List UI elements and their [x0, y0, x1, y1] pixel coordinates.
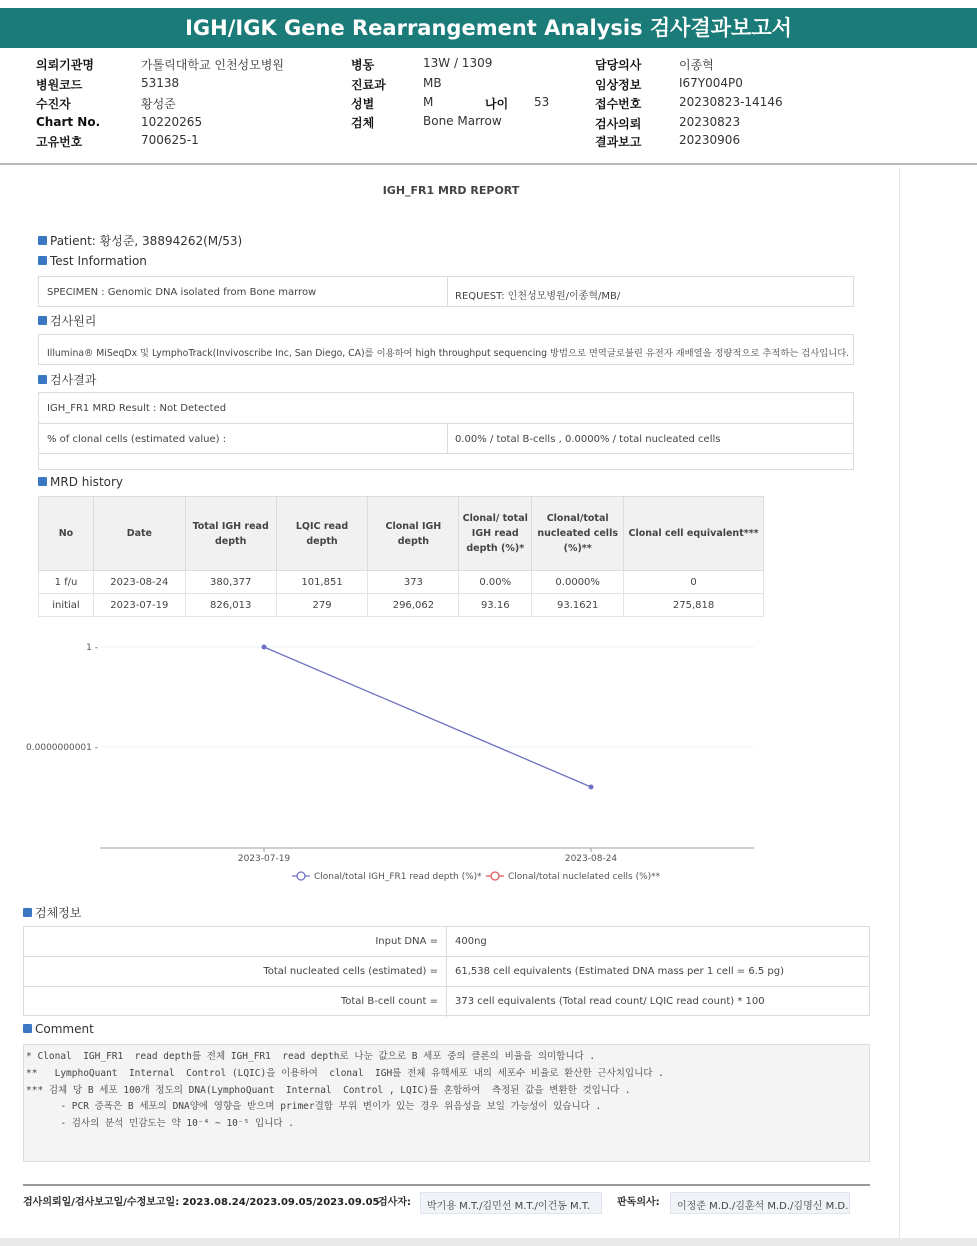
- report-title-bar: IGH/IGK Gene Rearrangement Analysis 검사결과보고서: [0, 8, 977, 48]
- table-header-row: [39, 497, 764, 571]
- specimen-info-heading: [23, 904, 81, 921]
- data-point: [262, 645, 267, 650]
- col-header: Total IGH read depth: [185, 497, 276, 571]
- footer-divider: [23, 1184, 870, 1186]
- principle-heading-text: 검사원리: [50, 314, 97, 328]
- label-accession-no: 접수번호: [595, 97, 642, 111]
- mrd-report-title: IGH_FR1 MRD REPORT: [382, 184, 520, 197]
- footer-reader-label: [617, 1193, 660, 1208]
- bullet-icon: [23, 1024, 32, 1033]
- cell-divider: [447, 423, 448, 453]
- comment-heading-text: Comment: [35, 1022, 94, 1036]
- label-clinical-info: 임상정보: [595, 78, 642, 92]
- dates-label: 검사의뢰일/검사보고일/수정보고일:: [23, 1197, 180, 1208]
- col-header: Clonal/ total IGH read depth (%)*: [459, 497, 532, 571]
- principle-heading: [38, 312, 96, 329]
- label-unique-id: 고유번호: [36, 135, 83, 149]
- table-cell: 826,013: [185, 594, 276, 617]
- info-row: [24, 987, 869, 1017]
- table-cell: 296,062: [368, 594, 459, 617]
- series-line: [264, 647, 591, 787]
- info-key: Input DNA =: [375, 936, 438, 947]
- footer-dates: [23, 1193, 380, 1208]
- col-header: LQIC read depth: [276, 497, 368, 571]
- result-heading-text: 검사결과: [50, 373, 97, 387]
- header-info: [0, 56, 977, 156]
- department: MB: [423, 76, 442, 90]
- label-department: 진료과: [351, 78, 386, 92]
- table-cell: 373: [368, 571, 459, 594]
- comment-line: - 검사의 분석 민감도는 약 10⁻⁴ ~ 10⁻⁵ 입니다 .: [26, 1118, 295, 1130]
- data-point: [589, 785, 594, 790]
- patient-line: [38, 232, 242, 249]
- y-tick-label: 0.0000000001 -: [26, 743, 98, 753]
- principle-box: [38, 334, 854, 365]
- comment-line: - PCR 증폭은 B 세포의 DNA양에 영향을 받으며 primer결합 부위 변이가 있는 경우 위음성을 보일 가능성이 있습니다 .: [26, 1101, 602, 1113]
- label-doctor: 담당의사: [595, 58, 642, 72]
- doctor: 이종혁: [679, 58, 714, 72]
- patient-text: Patient: 황성준, 38894262(M/53): [50, 234, 243, 248]
- cell-divider: [446, 927, 447, 956]
- bullet-icon: [38, 477, 47, 486]
- request-date: 20230823: [679, 115, 741, 129]
- tester-names: 박기용 M.T./김민선 M.T./이건동 M.T.: [420, 1192, 602, 1214]
- mrd-result: IGH_FR1 MRD Result : Not Detected: [47, 403, 227, 414]
- specimen-info-box: [23, 926, 870, 1016]
- label-age: 나이: [485, 97, 509, 111]
- col-header: Clonal IGH depth: [368, 497, 459, 571]
- label-requesting-institution: 의뢰기관명: [36, 58, 94, 72]
- bullet-icon: [38, 256, 47, 265]
- x-tick-label: 2023-07-19: [237, 854, 291, 864]
- table-cell: 380,377: [185, 571, 276, 594]
- table-row: [39, 571, 764, 594]
- comment-line: *** 검체 당 B 세포 100개 정도의 DNA(LymphoQuant Internal Control , LQIC)를 혼합하여 측정된 값을 변환한 것입니다 .: [26, 1084, 631, 1096]
- col-header: Clonal/total nucleated cells (%)**: [532, 497, 624, 571]
- bottom-strip: [0, 1238, 977, 1246]
- tester-label: 검사자:: [378, 1197, 411, 1208]
- legend-marker: [491, 872, 499, 880]
- patient-name: 황성준: [141, 97, 176, 111]
- col-header: No: [39, 497, 94, 571]
- legend-label: Clonal/total nuclelated cells (%)**: [508, 872, 661, 882]
- legend-label: Clonal/total IGH_FR1 read depth (%)*: [314, 872, 482, 882]
- comment-box: [23, 1044, 870, 1162]
- clonal-label: % of clonal cells (estimated value) :: [47, 434, 227, 445]
- mrd-history-heading: [38, 475, 123, 489]
- footer-tester-label: [378, 1193, 411, 1208]
- table-cell: 93.1621: [532, 594, 624, 617]
- report-date: 20230906: [679, 133, 741, 147]
- dates-value: 2023.08.24/2023.09.05/2023.09.05: [182, 1197, 380, 1208]
- request-text: REQUEST: 인천성모병원/이종혁/MB/: [455, 291, 621, 302]
- info-row: [24, 957, 869, 987]
- bullet-icon: [38, 316, 47, 325]
- label-report-date: 결과보고: [595, 135, 642, 149]
- specimen-info-heading-text: 검체정보: [35, 906, 82, 920]
- bullet-icon: [23, 908, 32, 917]
- bullet-icon: [38, 236, 47, 245]
- table-row: [39, 594, 764, 617]
- table-cell: 93.16: [459, 594, 532, 617]
- label-chart-no: Chart No.: [36, 115, 101, 129]
- chart-no: 10220265: [141, 115, 203, 129]
- bullet-icon: [38, 375, 47, 384]
- col-header: Date: [93, 497, 185, 571]
- sex: M: [423, 95, 434, 109]
- cell-divider: [446, 957, 447, 986]
- requesting-institution: 가톨릭대학교 인천성모병원: [141, 58, 284, 72]
- label-request-date: 검사의뢰: [595, 117, 642, 131]
- info-key: Total B-cell count =: [340, 996, 438, 1007]
- table-cell: 275,818: [624, 594, 764, 617]
- reader-label: 판독의사:: [617, 1197, 660, 1208]
- accession-no: 20230823-14146: [679, 95, 783, 109]
- specimen-text: SPECIMEN : Genomic DNA isolated from Bone marrow: [47, 287, 317, 298]
- info-value: 61,538 cell equivalents (Estimated DNA mass per 1 cell = 6.5 pg): [455, 966, 785, 977]
- reader-names: 이정준 M.D./김훈석 M.D./김명신 M.D.: [670, 1192, 850, 1214]
- test-info-box: [38, 276, 854, 307]
- y-tick-label: 1 -: [86, 643, 98, 653]
- table-cell: 0: [624, 571, 764, 594]
- unique-id: 700625-1: [141, 133, 199, 147]
- table-cell: 0.0000%: [532, 571, 624, 594]
- specimen-type: Bone Marrow: [423, 114, 502, 128]
- table-cell: 1 f/u: [39, 571, 94, 594]
- clinical-info: I67Y004P0: [679, 76, 743, 90]
- result-heading: [38, 371, 96, 388]
- row-divider: [39, 453, 853, 454]
- mrd-line-chart: [2, 633, 900, 893]
- comment-heading: [23, 1022, 94, 1036]
- ward: 13W / 1309: [423, 56, 493, 70]
- clonal-value: 0.00% / total B-cells , 0.0000% / total nucleated cells: [455, 434, 721, 445]
- info-value: 400ng: [455, 936, 487, 947]
- col-header: Clonal cell equivalent***: [624, 497, 764, 571]
- info-value: 373 cell equivalents (Total read count/ LQIC read count) * 100: [455, 996, 765, 1007]
- table-cell: 2023-08-24: [93, 571, 185, 594]
- comment-line: * Clonal IGH_FR1 read depth를 전체 IGH_FR1 read depth로 나눈 값으로 B 세포 중의 클론의 비율을 의미합니다 .: [26, 1051, 596, 1062]
- label-hospital-code: 병원코드: [36, 78, 83, 92]
- label-patient: 수진자: [36, 97, 71, 111]
- test-info-heading: [38, 254, 147, 268]
- principle-text: Illumina® MiSeqDx 및 LymphoTrack(Invivoscribe Inc, San Diego, CA)를 이용하여 high throughput sequencing 방법으로 면역글로불린 유전자 재배열을 정량적으로 추적하는 검사입니다.: [47, 348, 850, 359]
- mrd-report: [2, 168, 900, 1238]
- label-ward: 병동: [351, 58, 375, 72]
- label-sex: 성별: [351, 97, 375, 111]
- comment-line: ** LymphoQuant Internal Control (LQIC)을 이용하여 clonal IGH를 전체 유핵세포 내의 세포수 비율로 환산한 근사치입니다 .: [26, 1067, 664, 1079]
- mrd-history-heading-text: MRD history: [50, 475, 124, 489]
- info-key: Total nucleated cells (estimated) =: [263, 966, 438, 977]
- table-cell: 279: [276, 594, 368, 617]
- hospital-code: 53138: [141, 76, 180, 90]
- table-cell: 2023-07-19: [93, 594, 185, 617]
- header-divider: [0, 163, 977, 165]
- result-box: [38, 392, 854, 470]
- cell-divider: [446, 987, 447, 1017]
- label-specimen: 검체: [351, 116, 375, 130]
- x-tick-label: 2023-08-24: [564, 854, 618, 864]
- test-info-heading-text: Test Information: [50, 254, 147, 268]
- table-cell: initial: [39, 594, 94, 617]
- cell-divider: [447, 277, 448, 306]
- info-row: [24, 927, 869, 957]
- table-cell: 101,851: [276, 571, 368, 594]
- age: 53: [534, 95, 550, 109]
- mrd-history-table: [38, 496, 764, 617]
- row-divider: [39, 423, 853, 424]
- legend-marker: [297, 872, 305, 880]
- table-cell: 0.00%: [459, 571, 532, 594]
